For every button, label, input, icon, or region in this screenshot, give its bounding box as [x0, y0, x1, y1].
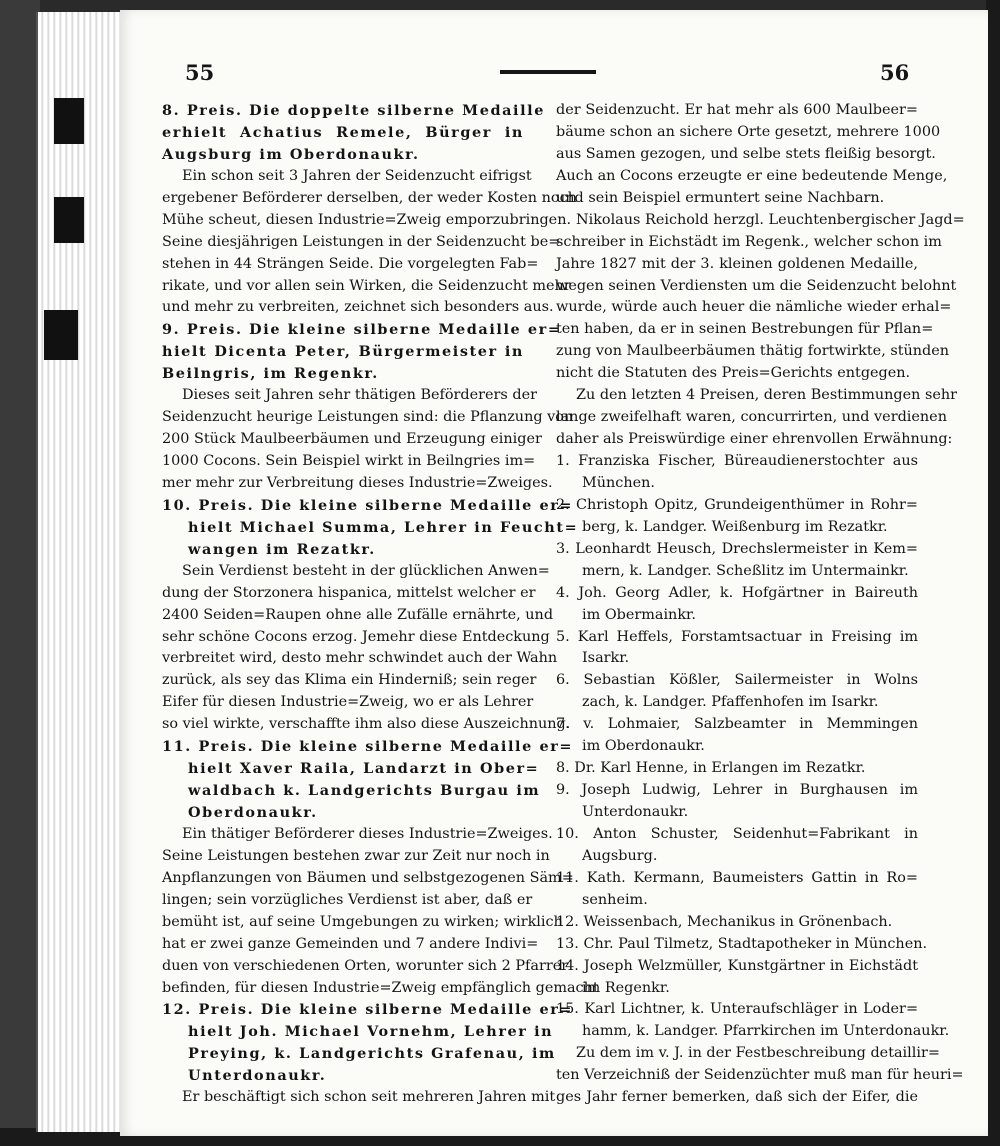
text-line: Sein Verdienst besteht in der glücklichen Anwen=: [182, 562, 550, 579]
text-line: 2400 Seiden=Raupen ohne alle Zufälle ernährte, und: [162, 606, 554, 623]
text-line: mern, k. Landger. Scheßlitz im Untermainkr.: [582, 562, 909, 579]
text-line: Seidenzucht heurige Leistungen sind: die Pflanzung von: [162, 409, 574, 426]
text-line: im Obermainkr.: [582, 606, 696, 623]
text-line: im Oberdonaukr.: [582, 738, 705, 755]
page-number-left: 55: [185, 60, 215, 85]
index-tab: [54, 98, 84, 144]
text-line: mer mehr zur Verbreitung dieses Industrie=Zweiges.: [162, 474, 553, 491]
text-line: Preying, k. Landgerichts Grafenau, im: [188, 1045, 556, 1063]
text-line: 5. Karl Heffels, Forstamtsactuar in Freising im: [556, 628, 918, 645]
text-line: Dieses seit Jahren sehr thätigen Beförderers der: [182, 387, 537, 404]
text-line: wegen seinen Verdiensten um die Seidenzucht belohnt: [556, 277, 957, 294]
text-line: 6. Sebastian Kößler, Sailermeister in Wolns: [556, 672, 918, 689]
text-line: aus Samen gezogen, und selbe stets fleißig besorgt.: [556, 145, 936, 162]
text-line: Isarkr.: [582, 650, 630, 667]
right-text-column: [556, 100, 965, 1109]
text-line: 1. Franziska Fischer, Büreaudienerstochter aus: [556, 453, 918, 469]
text-line: Eifer für diesen Industrie=Zweig, wo er als Lehrer: [162, 694, 534, 711]
text-line: der Seidenzucht. Er hat mehr als 600 Maulbeer=: [556, 102, 918, 118]
text-line: bemüht ist, auf seine Umgebungen zu wirken; wirklich: [162, 913, 563, 930]
index-tab: [44, 310, 78, 360]
text-line: und sein Beispiel ermuntert seine Nachbarn.: [556, 189, 885, 206]
text-line: 13. Chr. Paul Tilmetz, Stadtapotheker in München.: [556, 935, 928, 952]
text-line: 1000 Cocons. Sein Beispiel wirkt in Beilngries im=: [162, 453, 536, 469]
text-line: im Regenkr.: [582, 979, 670, 996]
text-line: ten haben, da er in seinen Bestrebungen für Pflan=: [556, 321, 934, 338]
text-line: 9. Joseph Ludwig, Lehrer in Burghausen im: [556, 782, 918, 799]
text-line: 2. Christoph Opitz, Grundeigenthümer in Rohr=: [556, 496, 918, 513]
text-line: hielt Dicenta Peter, Bürgermeister in: [162, 343, 524, 361]
text-line: Unterdonaukr.: [582, 804, 689, 820]
text-line: hielt Michael Summa, Lehrer in Feucht=: [188, 518, 579, 536]
scanner-frame-left: [0, 0, 40, 1146]
text-line: Zu dem im v. J. in der Festbeschreibung detaillir=: [576, 1045, 940, 1062]
text-line: bäume schon an sichere Orte gesetzt, mehrere 1000: [556, 123, 941, 140]
text-line: dung der Storzonera hispanica, mittelst welcher er: [162, 584, 536, 601]
index-tab: [54, 197, 84, 243]
text-line: hielt Joh. Michael Vornehm, Lehrer in: [188, 1023, 554, 1041]
text-line: München.: [582, 474, 655, 491]
text-line: Nikolaus Reichold herzgl. Leuchtenbergischer Jagd=: [576, 211, 965, 228]
text-line: erhielt Achatius Remele, Bürger in: [162, 123, 524, 141]
text-line: daher als Preiswürdige einer ehrenvollen Erwähnung:: [556, 431, 953, 448]
text-line: nicht die Statuten des Preis=Gerichts entgegen.: [556, 365, 911, 382]
text-line: ten Verzeichniß der Seidenzüchter muß man für heuri=: [556, 1067, 964, 1084]
text-line: rikate, und vor allen sein Wirken, die Seidenzucht mehr: [162, 277, 571, 294]
page-number-right: 56: [880, 60, 910, 85]
text-line: 10. Preis. Die kleine silberne Medaille er=: [162, 496, 574, 514]
text-line: Seine diesjährigen Leistungen in der Seidenzucht be=: [162, 233, 561, 250]
text-line: Ein thätiger Beförderer dieses Industrie=Zweiges.: [182, 825, 553, 842]
text-line: Mühe scheut, diesen Industrie=Zweig emporzubringen.: [162, 211, 572, 228]
text-line: Anpflanzungen von Bäumen und selbstgezogenen Säm=: [162, 869, 574, 886]
text-line: 7. v. Lohmaier, Salzbeamter in Memmingen: [556, 716, 918, 733]
text-line: Seine Leistungen bestehen zwar zur Zeit nur noch in: [162, 847, 550, 864]
text-line: 12. Preis. Die kleine silberne Medaille er=: [162, 1001, 574, 1019]
text-line: waldbach k. Landgerichts Burgau im: [188, 782, 541, 800]
text-line: hat er zwei ganze Gemeinden und 7 andere Indivi=: [162, 935, 539, 952]
text-line: Oberdonaukr.: [188, 804, 318, 821]
text-line: Augsburg.: [582, 847, 658, 864]
text-line: befinden, für diesen Industrie=Zweig empfänglich gemacht: [162, 979, 599, 996]
text-line: wangen im Rezatkr.: [188, 540, 376, 558]
text-line: senheim.: [582, 891, 648, 908]
text-line: 11. Preis. Die kleine silberne Medaille er=: [162, 738, 574, 756]
scanner-frame-right: [986, 0, 1000, 1146]
text-line: Beilngris, im Regenkr.: [162, 365, 379, 383]
text-line: 11. Kath. Kermann, Baumeisters Gattin in Ro=: [556, 869, 918, 886]
text-line: 12. Weissenbach, Mechanikus in Grönenbach.: [556, 913, 893, 930]
header-rule: [500, 70, 596, 74]
text-line: berg, k. Landger. Weißenburg im Rezatkr.: [582, 518, 888, 535]
text-line: wurde, würde auch heuer die nämliche wieder erhal=: [556, 299, 952, 316]
text-line: lange zweifelhaft waren, concurrirten, und verdienen: [556, 409, 947, 426]
page-edges: [36, 12, 128, 1132]
text-line: 3. Leonhardt Heusch, Drechslermeister in Kem=: [556, 540, 918, 557]
text-line: Auch an Cocons erzeugte er eine bedeutende Menge,: [556, 167, 948, 184]
text-line: zurück, als sey das Klima ein Hinderniß; sein reger: [162, 672, 537, 689]
text-line: ergebener Beförderer derselben, der weder Kosten noch: [162, 189, 577, 206]
text-line: so viel wirkte, verschaffte ihm also diese Auszeichnung.: [162, 716, 571, 733]
text-line: hielt Xaver Raila, Landarzt in Ober=: [188, 760, 540, 778]
text-line: Unterdonaukr.: [188, 1067, 327, 1085]
text-line: zung von Maulbeerbäumen thätig fortwirkte, stünden: [556, 343, 950, 360]
left-text-column: [162, 100, 599, 1109]
text-line: 14. Joseph Welzmüller, Kunstgärtner in Eichstädt: [556, 957, 918, 974]
text-line: 8. Preis. Die doppelte silberne Medaille: [162, 102, 546, 119]
text-line: sehr schöne Cocons erzog. Jemehr diese Entdeckung: [162, 628, 550, 645]
text-line: Ein schon seit 3 Jahren der Seidenzucht eifrigst: [182, 167, 532, 184]
text-line: 4. Joh. Georg Adler, k. Hofgärtner in Baireuth: [556, 584, 918, 601]
text-line: 9. Preis. Die kleine silberne Medaille er=: [162, 321, 562, 339]
text-line: hamm, k. Landger. Pfarrkirchen im Unterdonaukr.: [582, 1023, 950, 1040]
text-line: stehen in 44 Strängen Seide. Die vorgelegten Fab=: [162, 255, 539, 272]
text-line: ges Jahr ferner bemerken, daß sich der Eifer, die: [556, 1089, 918, 1106]
text-line: 200 Stück Maulbeerbäumen und Erzeugung einiger: [162, 431, 542, 448]
text-line: 10. Anton Schuster, Seidenhut=Fabrikant in: [556, 825, 918, 842]
text-line: lingen; sein vorzügliches Verdienst ist aber, daß er: [162, 891, 533, 908]
text-line: verbreitet wird, desto mehr schwindet auch der Wahn: [162, 650, 558, 667]
text-line: Zu den letzten 4 Preisen, deren Bestimmungen sehr: [576, 387, 958, 404]
text-line: und mehr zu verbreiten, zeichnet sich besonders aus.: [162, 299, 554, 316]
text-line: Augsburg im Oberdonaukr.: [162, 145, 420, 163]
text-line: Jahre 1827 mit der 3. kleinen goldenen Medaille,: [556, 255, 918, 272]
text-line: Er beschäftigt sich schon seit mehreren Jahren mit: [182, 1089, 556, 1106]
text-line: 15. Karl Lichtner, k. Unteraufschläger in Loder=: [556, 1001, 918, 1018]
text-line: zach, k. Landger. Pfaffenhofen im Isarkr.: [582, 694, 879, 711]
text-line: schreiber in Eichstädt im Regenk., welcher schon im: [556, 233, 942, 250]
text-line: 8. Dr. Karl Henne, in Erlangen im Rezatkr.: [556, 760, 866, 777]
text-line: duen von verschiedenen Orten, worunter sich 2 Pfarrer: [162, 957, 569, 974]
